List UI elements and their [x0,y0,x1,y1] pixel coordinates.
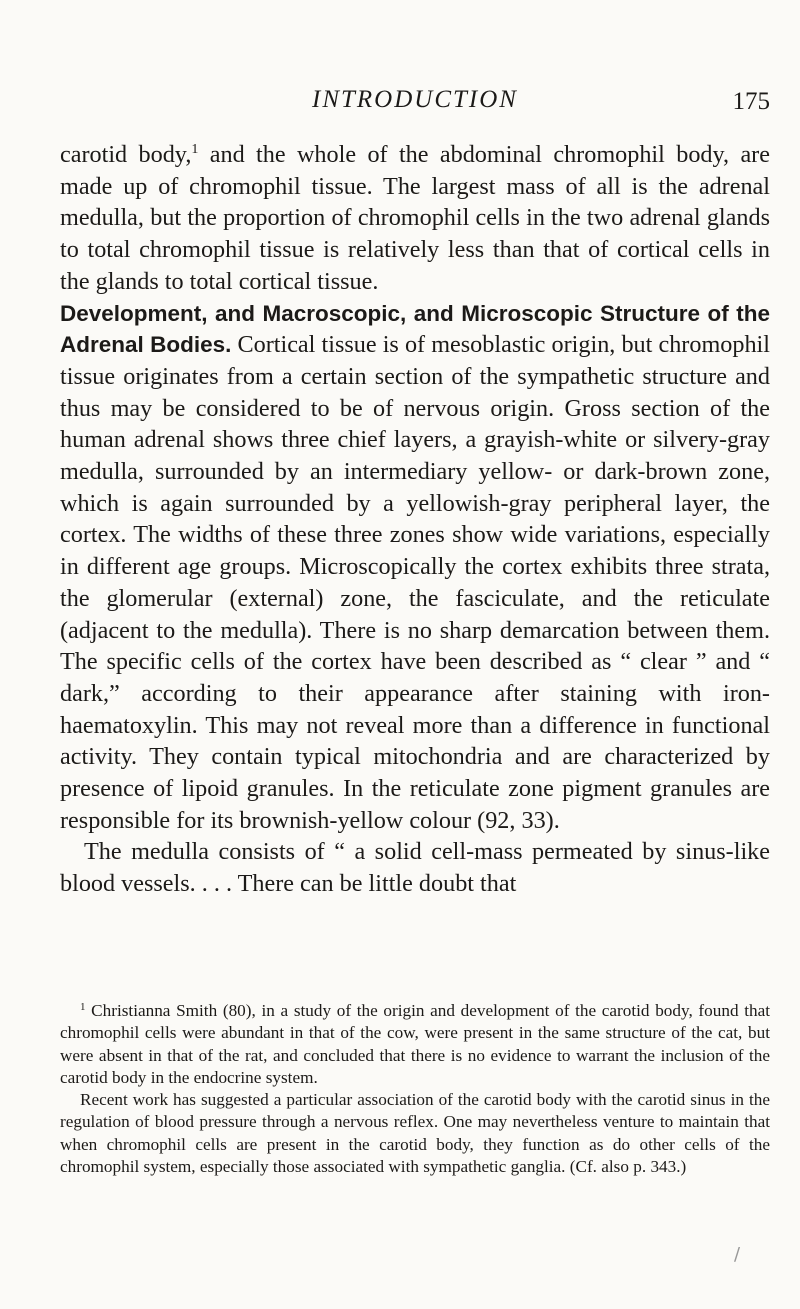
footnote-1-text: Christianna Smith (80), in a study of the origin and development of the carotid body, found that chromophil cells were abundant in that of the cow, were present in the same structure of the cat, but were absent in that of the rat, and concluded that there is no evidence to warrant the inclusion of the carotid body in the endocrine system. [60,1001,770,1087]
section-heading: Development, and Macroscopic, and Microscopic Structure of the Adrenal Bodies. [60,300,770,358]
paragraph-1-text-b: and the whole of the abdominal chromophil body, are made up of chromophil tissue. The largest mass of all is the adrenal medulla, but the proportion of chromophil cells in the two adrenal glands to total chromophil tissue is relatively less than that of cortical cells in the glands to total cortical tissue. [60,141,770,295]
paragraph-3: The medulla consists of “ a solid cell-mass permeated by sinus-like blood vessels. . . . There can be little doubt that [60,838,770,898]
footnote-reference: 1 [191,142,199,157]
edge-mark: / [734,1244,741,1265]
footnote-1 [60,1000,770,1089]
footnote-2: Recent work has suggested a particular association of the carotid body with the carotid sinus in the regulation of blood pressure through a nervous reflex. One may nevertheless venture to maintain that when chromophil cells are present in the carotid body, they function as do other cells of the chromophil system, especially those associated with sympathetic ganglia. (Cf. also p. 343.) [60,1090,770,1177]
paragraph-1 [60,139,770,298]
running-head: INTRODUCTION [312,86,518,113]
footnote-number: 1 [80,1001,86,1013]
paragraph-2-text: Cortical tissue is of mesoblastic origin, but chromophil tissue originates from a certain section of the sympathetic structure and thus may be considered to be of nervous origin. Gross section of the human adrenal shows three chief layers, a grayish-white or silvery-gray medulla, surrounded by an intermediary yellow- or dark-brown zone, which is again surrounded by a yellowish-gray peripheral layer, the cortex. The widths of these three zones show wide variations, especially in different age groups. Microscopically the cortex exhibits three strata, the glomerular (external) zone, the fasciculate, and the reticulate (adjacent to the medulla). There is no sharp demarcation between them. The specific cells of the cortex have been described as “ clear ” and “ dark,” according to their appearance after staining with iron-haematoxylin. This may not reveal more than a difference in functional activity. They contain typical mitochondria and are characterized by presence of lipoid granules. In the reticulate zone pigment granules are responsible for its brownish-yellow colour (92, 33). [60,331,770,834]
paragraph-1-text-a: carotid body, [60,141,192,168]
page-number: 175 [732,88,770,115]
footnotes [60,1000,770,1178]
body-text [60,139,770,900]
paragraph-2 [60,298,770,837]
page-header [60,86,770,126]
